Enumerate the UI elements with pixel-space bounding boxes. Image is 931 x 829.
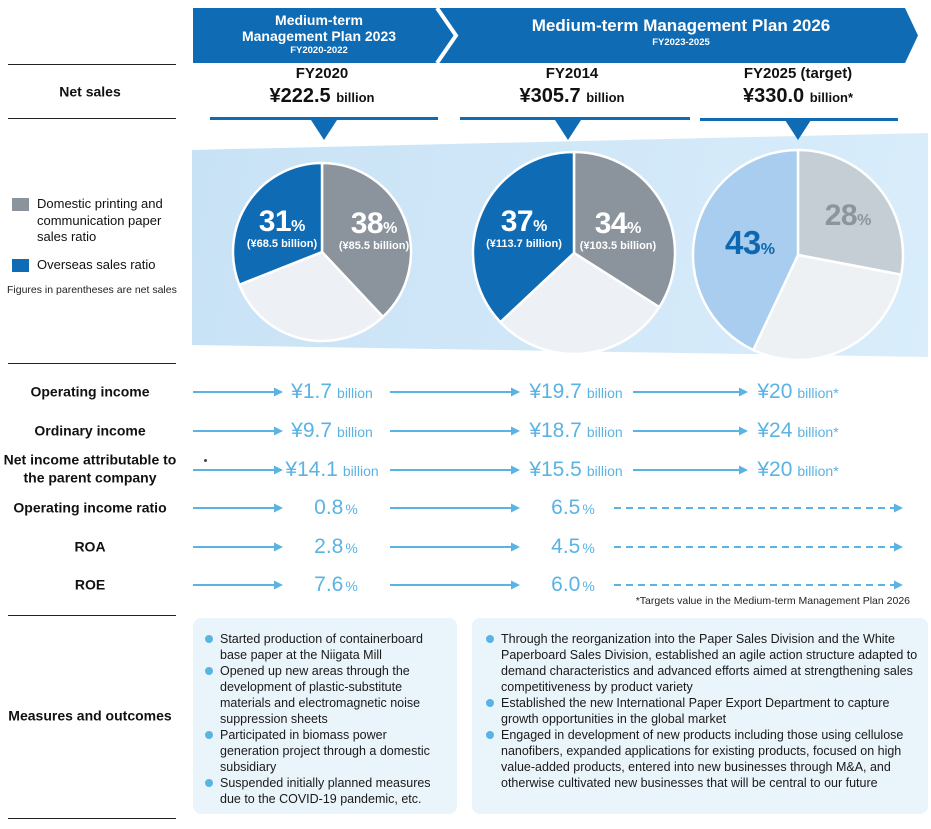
divider: [8, 118, 176, 119]
targets-footnote: *Targets value in the Medium-term Management Plan 2026: [635, 595, 910, 607]
stray-dot: [204, 459, 207, 462]
fy2025-label: FY2025 (target): [743, 65, 853, 82]
net-sales-fy2014: [470, 64, 674, 110]
row-label-net-income: Net income attributable to the parent company: [3, 451, 177, 485]
measures-panel-plan2023: [193, 618, 457, 814]
net-sales-fy2025: [696, 64, 900, 110]
measure-item: Through the reorganization into the Paper Sales Division and the White Paperboard Sales Division, established an agile action structure adapted to demand characteristics and advanced efforts aimed at strengthening sales competitiveness by product variety: [486, 631, 918, 695]
plan-2026-title: Medium-term Management Plan 2026: [531, 16, 831, 35]
measure-item: Suspended initially planned measures due to the COVID-19 pandemic, etc.: [205, 775, 447, 807]
value-net-income-fy2014: ¥15.5 billion: [529, 458, 623, 481]
plan-2026-period: FY2023-2025: [652, 37, 710, 48]
pie-chart-fy2020: [230, 160, 414, 344]
value-operating-income-fy2025: ¥20 billion*: [757, 380, 839, 403]
pie1-overseas-label: 31% (¥68.5 billion): [246, 205, 318, 250]
measures-panel-plan2026: [472, 618, 928, 814]
pie2-overseas-label: 37% (¥113.7 billion): [486, 205, 562, 250]
measures-outcomes-label: Measures and outcomes: [8, 707, 172, 724]
measure-item: Engaged in development of new products including those using cellulose nanofibers, expanded applications for existing products, focused on high value-added products, entered into new businesses through M&A, and otherwise cultivated new businesses that will be central to our future: [486, 727, 918, 791]
value-operating-income-fy2020: ¥1.7 billion: [291, 380, 373, 403]
bullet-icon: [486, 731, 494, 739]
divider: [8, 363, 176, 364]
legend-swatch-domestic: [12, 198, 29, 211]
fy2014-label: FY2014: [545, 65, 599, 82]
net-sales-label: Net sales: [59, 83, 121, 100]
pointer-down-icon: [555, 120, 581, 140]
plan-2026-banner: [458, 16, 904, 49]
row-label-roe: ROE: [74, 576, 106, 593]
legend-swatch-overseas: [12, 259, 29, 272]
plan-2023-title-line1: Medium-term: [275, 12, 363, 28]
legend-label-domestic: Domestic printing and communication paper sales ratio: [37, 196, 163, 245]
value-roa-fy2020: 2.8 %: [314, 535, 358, 558]
fy2014-amount: ¥305.7 billion: [519, 85, 625, 107]
measure-item: Participated in biomass power generation project through a domestic subsidiary: [205, 727, 447, 775]
pie-legend: [12, 196, 178, 285]
value-ordinary-income-fy2014: ¥18.7 billion: [529, 419, 623, 442]
plan-2023-banner: [193, 12, 445, 57]
measure-item: Opened up new areas through the development of plastic-substitute materials and electromagnetic noise suppression sheets: [205, 663, 447, 727]
pie2-domestic-label: 34% (¥103.5 billion): [579, 207, 657, 252]
measures-list-plan2023: [205, 631, 447, 807]
fy2020-amount: ¥222.5 billion: [269, 85, 375, 107]
bullet-icon: [205, 779, 213, 787]
value-net-income-fy2025: ¥20 billion*: [757, 458, 839, 481]
bullet-icon: [486, 699, 494, 707]
pointer-down-icon: [311, 120, 337, 140]
measure-item: Started production of containerboard base paper at the Niigata Mill: [205, 631, 447, 663]
value-roa-fy2014: 4.5 %: [551, 535, 595, 558]
legend-item-overseas: [12, 257, 178, 274]
pie3-overseas-label: 43%: [725, 224, 775, 261]
legend-label-overseas: Overseas sales ratio: [37, 256, 156, 272]
divider: [8, 818, 176, 819]
value-roe-fy2020: 7.6 %: [314, 573, 358, 596]
row-label-operating-income: Operating income: [30, 383, 150, 400]
parentheses-note: Figures in parentheses are net sales: [7, 284, 177, 296]
bullet-icon: [205, 731, 213, 739]
net-sales-fy2020: [220, 64, 424, 110]
value-operating-income-ratio-fy2020: 0.8 %: [314, 496, 358, 519]
row-label-ordinary-income: Ordinary income: [34, 422, 146, 439]
row-label-roa: ROA: [74, 538, 106, 555]
plan-2023-period: FY2020-2022: [290, 45, 348, 56]
value-roe-fy2014: 6.0 %: [551, 573, 595, 596]
bullet-icon: [486, 635, 494, 643]
fy2025-amount: ¥330.0 billion*: [742, 85, 854, 107]
bullet-icon: [205, 635, 213, 643]
pie3-domestic-label: 28%: [824, 199, 872, 232]
measures-list-plan2026: [486, 631, 918, 791]
pie1-domestic-label: 38% (¥85.5 billion): [338, 207, 410, 252]
value-operating-income-ratio-fy2014: 6.5 %: [551, 496, 595, 519]
pointer-down-icon: [785, 120, 811, 140]
value-ordinary-income-fy2020: ¥9.7 billion: [291, 419, 373, 442]
pie-chart-fy2014: [470, 149, 678, 357]
measure-item: Established the new International Paper Export Department to capture growth opportunities in the global market: [486, 695, 918, 727]
legend-item-domestic: [12, 196, 178, 246]
value-operating-income-fy2014: ¥19.7 billion: [529, 380, 623, 403]
row-label-operating-income-ratio: Operating income ratio: [13, 499, 167, 516]
value-net-income-fy2020: ¥14.1 billion: [285, 458, 379, 481]
divider: [8, 615, 176, 616]
fy2020-label: FY2020: [295, 65, 349, 82]
plan-2023-title-line2: Management Plan 2023: [241, 28, 397, 44]
value-ordinary-income-fy2025: ¥24 billion*: [757, 419, 839, 442]
bullet-icon: [205, 667, 213, 675]
